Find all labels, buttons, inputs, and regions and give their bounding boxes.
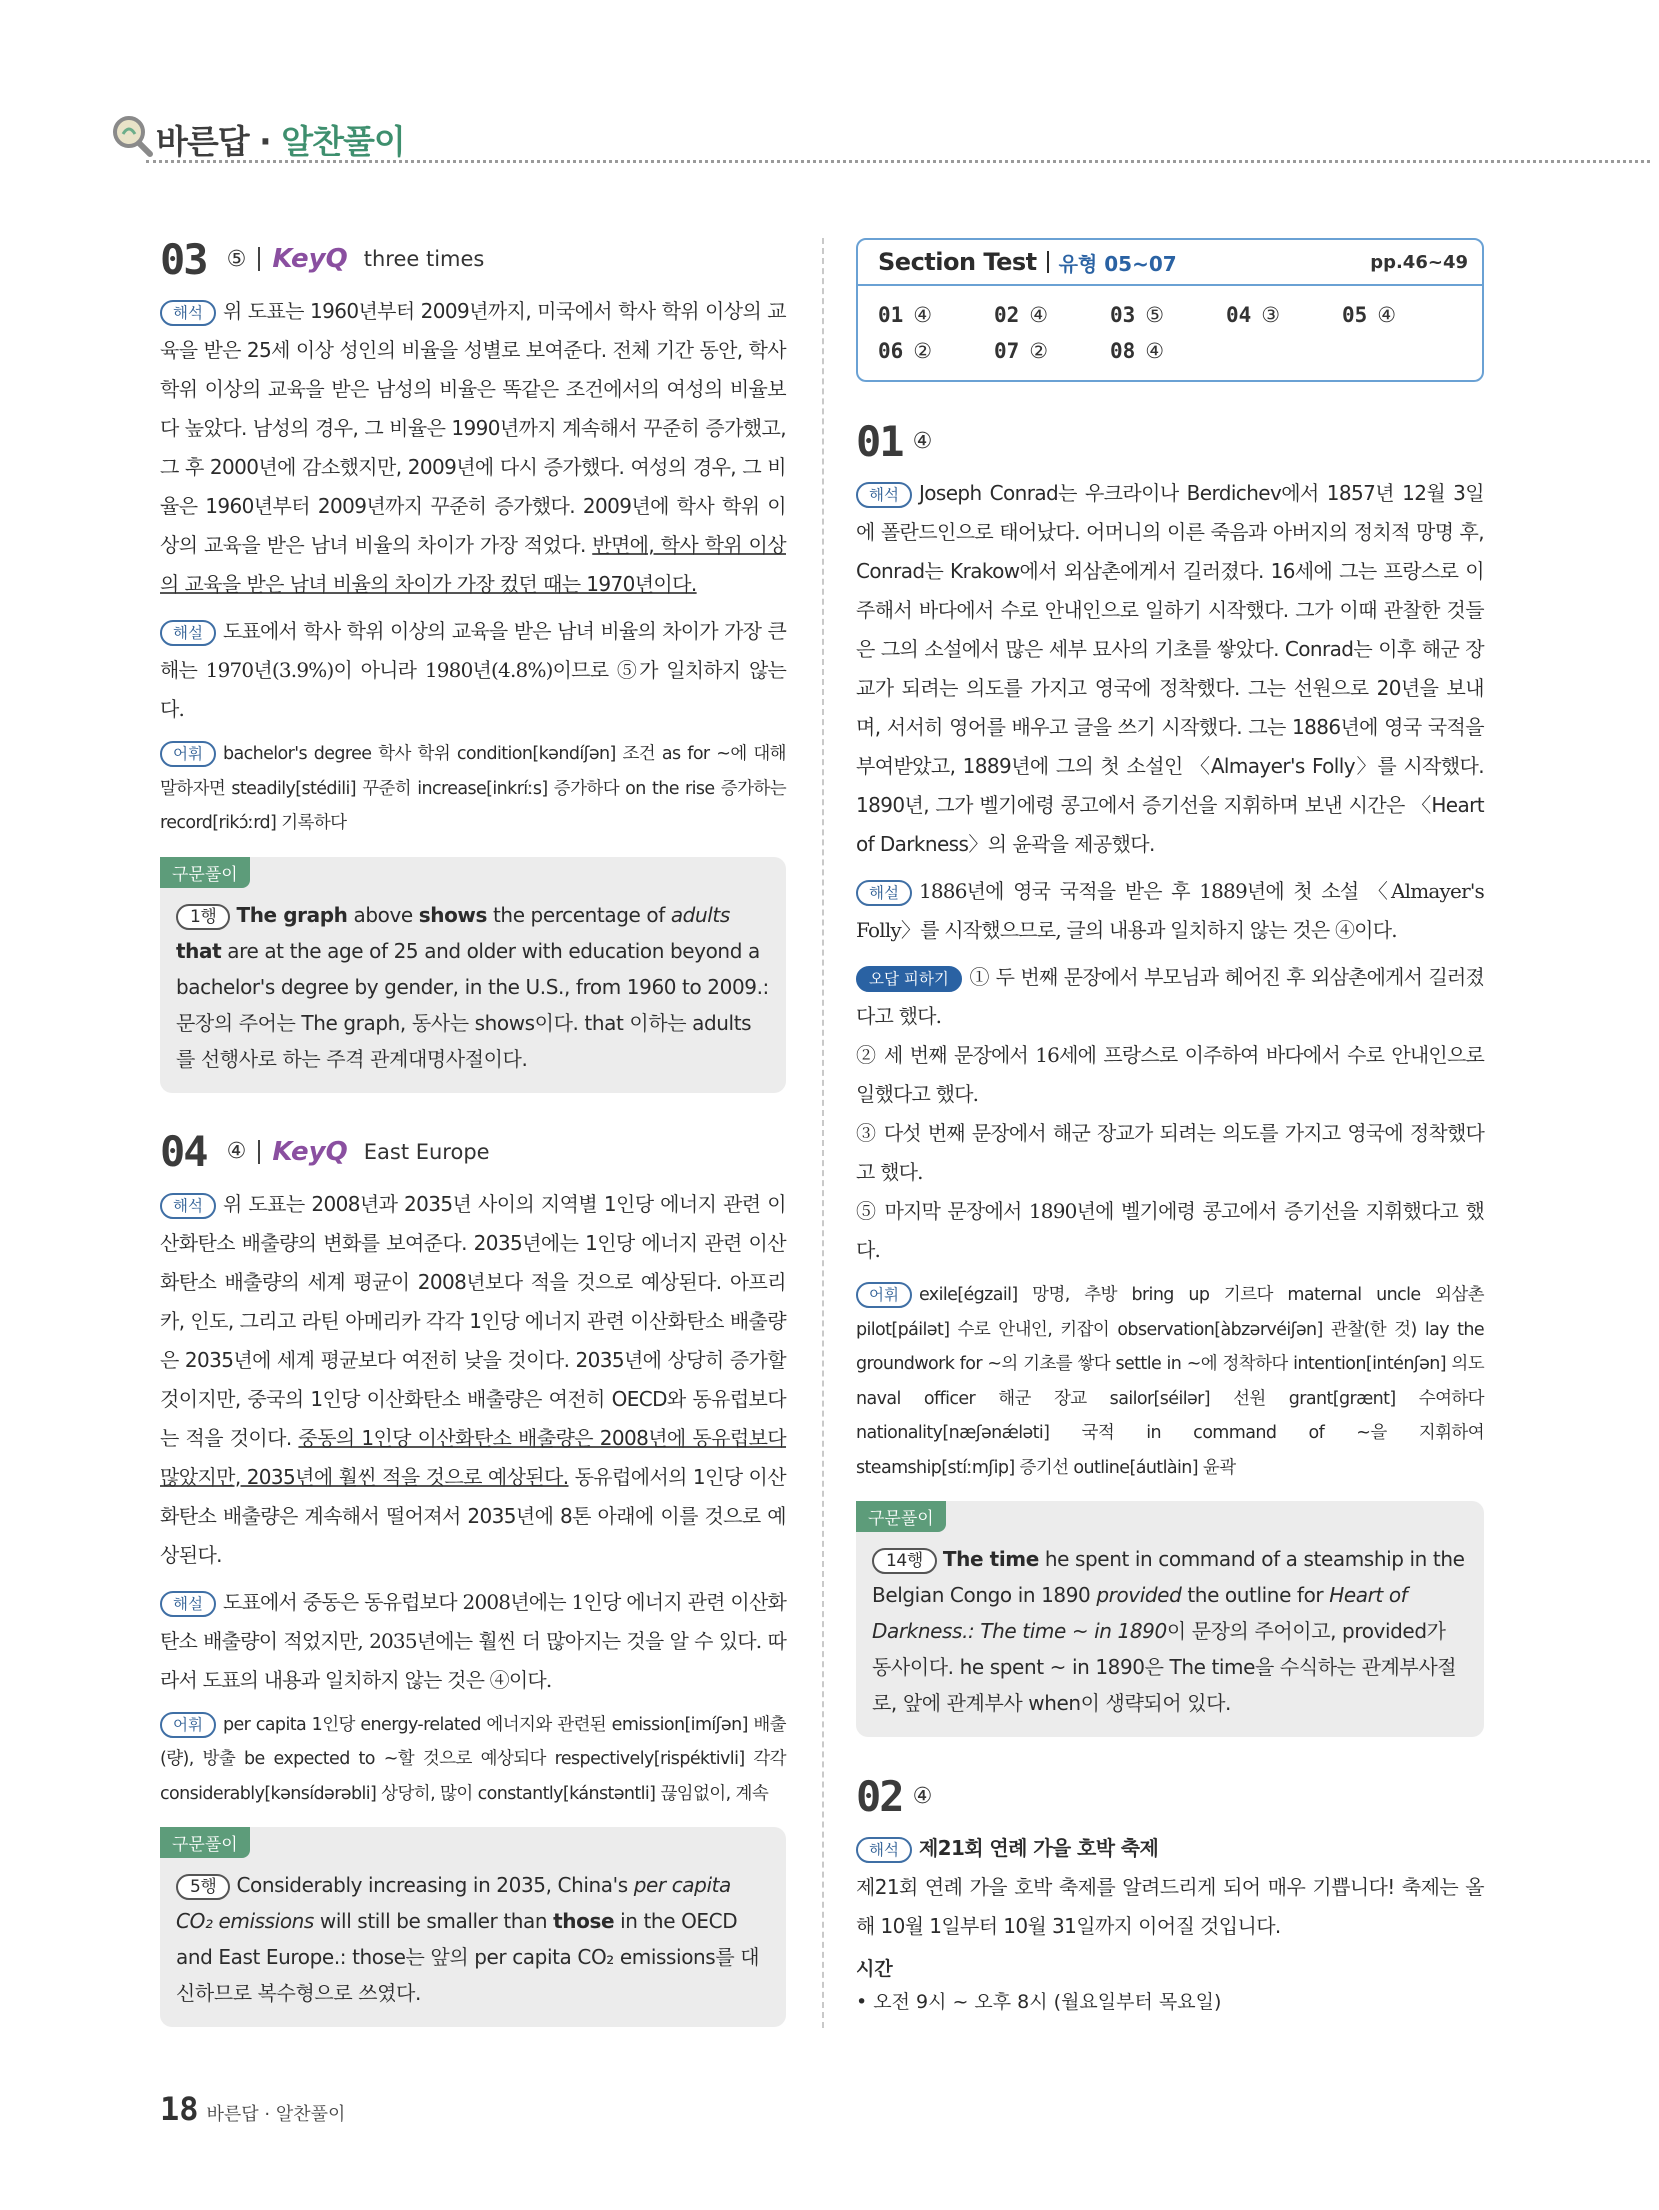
explanation-tag: 해설 [160, 620, 216, 646]
q04-vocabulary: 어휘 per capita 1인당 energy-related 에너지와 관련된 emission[imíʃən] 배출(량), 방출 be expected to ~할 것으로 예상되다 respectively[rispéktivli] 각각 considerably[kənsídərəbli] 상당히, 많이 constantly[kánstəntli] 끊임없이, 계속 [160, 1708, 786, 1812]
answer-item: 01 ④ [878, 303, 933, 327]
separator [258, 1140, 260, 1164]
page-number: 18 [160, 2090, 199, 2128]
s01-translation: 해석 Joseph Conrad는 우크라이나 Berdichev에서 1857년 12월 3일에 폴란드인으로 태어났다. 어머니의 이른 죽음과 아버지의 정치적 망명 후, Conrad는 Krakow에서 외삼촌에게서 길러졌다. 16세에 그는 프랑스로 이주해서 바다에서 수로 안내인으로 일하기 시작했다. 그가 이때 관찰한 것들은 그의 소설에서 많은 세부 묘사의 기초를 쌓았다. Conrad는 이후 해군 장교가 되려는 의도를 가지고 영국에 정착했다. 그는 선원으로 20년을 보내며, 서서히 영어를 배우고 글을 쓰기 시작했다. 그는 1886년에 영국 국적을 부여받았고, 1889년에 그의 첫 소설인 〈Almayer's Folly〉를 시작했다. 1890년, 그가 벨기에령 콩고에서 증기선을 지휘하며 보낸 시간은 〈Heart of Darkness〉의 윤곽을 제공했다. [856, 481, 1484, 856]
vocab-tag: 어휘 [856, 1282, 912, 1308]
syntax-tag: 구문풀이 [856, 1501, 946, 1532]
section-test-answers [878, 300, 1472, 366]
s02-time-heading: 시간 [856, 1958, 893, 1980]
question-number: 01 [856, 416, 903, 466]
explanation-tag: 해설 [856, 880, 912, 906]
answer-mark: ④ [912, 428, 933, 454]
answer-item: 06 ② [878, 339, 933, 363]
q04-translation: 해석 위 도표는 2008년과 2035년 사이의 지역별 1인당 에너지 관련 이산화탄소 배출량의 변화를 보여준다. 2035년에는 1인당 에너지 관련 이산화탄소 배출량의 세계 평균이 2008년보다 적을 것으로 예상된다. 아프리카, 인도, 그리고 라틴 아메리카 각각 1인당 에너지 관련 이산화탄소 배출량은 2035년에 세계 평균보다 여전히 낮을 것이다. 2035년에 상당히 증가할 것이지만, 중국의 1인당 이산화탄소 배출량은 여전히 OECD와 동유럽보다는 적을 것이다. 중동의 1인당 이산화탄소 배출량은 2008년에 동유럽보다 많았지만, 2035년에 훨씬 적을 것으로 예상된다. 동유럽에서의 1인당 이산화탄소 배출량은 계속해서 떨어져서 2035년에 8톤 아래에 이를 것으로 예상된다. [160, 1191, 787, 1567]
section-test-title: Section Test [878, 248, 1037, 276]
answer-item: 04 ③ [1226, 303, 1281, 327]
header-title: 바른답 · 알찬풀이 [156, 122, 405, 161]
s01-wrong-answer-3: ③ 다섯 번째 문장에서 해군 장교가 되려는 의도를 가지고 영국에 정착했다고 했다. [856, 1121, 1484, 1184]
q03-heading [160, 232, 786, 286]
section-test-range: 유형 05~07 [1058, 251, 1177, 276]
q03-explanation: 해설 도표에서 학사 학위 이상의 교육을 받은 남녀 비율의 차이가 가장 큰 해는 1970년(3.9%)이 아니라 1980년(4.8%)이므로 ⑤가 일치하지 않는다. [160, 619, 786, 721]
answer-mark: ⑤ [226, 246, 247, 272]
question-number: 03 [160, 234, 207, 284]
translation-tag: 해석 [856, 1837, 912, 1863]
question-number: 04 [160, 1127, 207, 1176]
answer-mark: ④ [226, 1139, 247, 1164]
translation-tag: 해석 [160, 300, 216, 326]
s01-wrong-answer-5: ⑤ 마지막 문장에서 1890년에 벨기에령 콩고에서 증기선을 지휘했다고 했다. [856, 1199, 1484, 1262]
keyq-answer: three times [363, 247, 485, 271]
s01-explanation: 해설 1886년에 영국 국적을 받은 후 1889년에 첫 소설 〈Almayer's Folly〉를 시작했으므로, 글의 내용과 일치하지 않는 것은 ④이다. [856, 879, 1484, 942]
answer-item: 08 ④ [1110, 339, 1165, 363]
q03-translation: 해석 위 도표는 1960년부터 2009년까지, 미국에서 학사 학위 이상의 교육을 받은 25세 이상 성인의 비율을 성별로 보여준다. 전체 기간 동안, 학사 학위 이상의 교육을 받은 남성의 비율은 똑같은 조건에서의 여성의 비율보다 높았다. 남성의 경우, 그 비율은 1990년까지 계속해서 꾸준히 증가했고, 그 후 2000년에 감소했지만, 2009년에 다시 증가했다. 여성의 경우, 그 비율은 1960년부터 2009년까지 꾸준히 증가했다. 2009년에 학사 학위 이상의 교육을 받은 남녀 비율의 차이가 가장 적었다. 반면에, 학사 학위 이상의 교육을 받은 남녀 비율의 차이가 가장 컸던 때는 1970년이다. [160, 299, 786, 596]
keyq-label: KeyQ [272, 244, 348, 274]
syntax-text: 1행 The graph above shows the percentage of adults that are at the age of 25 and older with education beyond a bachelor's degree by gender, in the U.S., from 1960 to 2009.: 문장의 주어는 The graph, 동사는 shows이다. that 이하는 adults를 선행사로 하는 주격 관계대명사절이다. [176, 902, 769, 1071]
vocab-tag: 어휘 [160, 1712, 216, 1738]
page-footer [160, 2090, 345, 2128]
s01-vocabulary: 어휘 exile[égzail] 망명, 추방 bring up 기르다 maternal uncle 외삼촌 pilot[páilət] 수로 안내인, 키잡이 observation[àbzərvéiʃən] 관찰(한 것) lay the groundwork for ~의 기초를 쌓다 settle in ~에 정착하다 intention[inténʃən] 의도 naval officer 해군 장교 sailor[séilər] 선원 grant[grænt] 수여하다 nationality[næʃənǽləti] 국적 in command of ~을 지휘하여 steamship[stíːmʃip] 증기선 outline[áutlàin] 윤곽 [856, 1278, 1484, 1485]
line-number: 14행 [872, 1548, 937, 1574]
right-column [856, 232, 1484, 2019]
syntax-text: 5행 Considerably increasing in 2035, China's per capita CO₂ emissions will still be smaller than those in the OECD and East Europe.: those는 앞의 per capita CO₂ emissions를 대신하므로 복수형으로 쓰였다. [176, 1873, 760, 2005]
answer-item: 02 ④ [994, 303, 1049, 327]
explanation-tag: 해설 [160, 1591, 216, 1617]
line-number: 1행 [176, 904, 230, 930]
header-dotted-rule [146, 160, 1650, 163]
column-divider [822, 238, 824, 2028]
s01-syntax-box [856, 1501, 1484, 1737]
q03-vocabulary: 어휘 bachelor's degree 학사 학위 condition[kəndíʃən] 조건 as for ~에 대해 말하자면 steadily[stédili] 꾸준히 increase[inkríːs] 증가하다 on the rise 증가하는 record[rikɔ́ːrd] 기록하다 [160, 737, 786, 841]
syntax-tag: 구문풀이 [160, 1827, 250, 1858]
syntax-tag: 구문풀이 [160, 857, 250, 888]
q03-syntax-box [160, 857, 786, 1093]
q04-syntax-box [160, 1827, 786, 2027]
answer-item: 05 ④ [1342, 303, 1397, 327]
magnifier-logo-icon [110, 112, 156, 158]
s01-wrong-answers: 오답 피하기 ① 두 번째 문장에서 부모님과 헤어진 후 외삼촌에게서 길러졌다고 했다. [856, 965, 1484, 1028]
avoid-wrong-answer-tag: 오답 피하기 [856, 966, 962, 992]
section-test-answer-box [856, 238, 1484, 382]
section-test-pages: pp.46~49 [1370, 251, 1468, 273]
q04-explanation: 해설 도표에서 중동은 동유럽보다 2008년에는 1인당 에너지 관련 이산화탄소 배출량이 적었지만, 2035년에는 훨씬 더 많아지는 것을 알 수 있다. 따라서 도표의 내용과 일치하지 않는 것은 ④이다. [160, 1589, 786, 1692]
s01-wrong-answer-2: ② 세 번째 문장에서 16세에 프랑스로 이주하여 바다에서 수로 안내인으로 일했다고 했다. [856, 1043, 1484, 1106]
vocab-tag: 어휘 [160, 741, 216, 767]
answer-item: 03 ⑤ [1110, 303, 1165, 327]
keyq-label: KeyQ [272, 1136, 348, 1167]
left-column [160, 232, 786, 2059]
line-number: 5행 [176, 1874, 230, 1900]
s02-heading [856, 1769, 1484, 1823]
separator [1047, 251, 1049, 273]
s02-translation-title: 해석 제21회 연례 가을 호박 축제 [856, 1829, 1484, 1868]
page-header [110, 112, 1650, 162]
keyq-answer: East Europe [363, 1139, 490, 1164]
section-test-header [858, 240, 1482, 286]
separator [258, 247, 260, 271]
s01-heading [856, 414, 1484, 468]
q04-heading [160, 1125, 786, 1179]
question-number: 02 [856, 1771, 903, 1821]
syntax-text: 14행 The time he spent in command of a steamship in the Belgian Congo in 1890 provided the outline for Heart of Darkness.: The time ~ in 1890이 문장의 주어이고, provided가 동사이다. he spent ~ in 1890은 The time을 수식하는 관계부사절로, 앞에 관계부사 when이 생략되어 있다. [872, 1547, 1465, 1715]
answer-item: 07 ② [994, 339, 1049, 363]
answer-mark: ④ [912, 1783, 933, 1809]
s02-translation-body: 제21회 연례 가을 호박 축제를 알려드리게 되어 매우 기쁩니다! 축제는 올해 10월 1일부터 10월 31일까지 이어질 것입니다. [856, 1875, 1484, 1938]
footer-label: 바른답 · 알찬풀이 [206, 2104, 346, 2125]
translation-tag: 해석 [856, 482, 912, 508]
translation-tag: 해석 [160, 1193, 216, 1219]
s02-time-item: • 오전 9시 ~ 오후 8시 (월요일부터 목요일) [856, 1991, 1222, 2013]
